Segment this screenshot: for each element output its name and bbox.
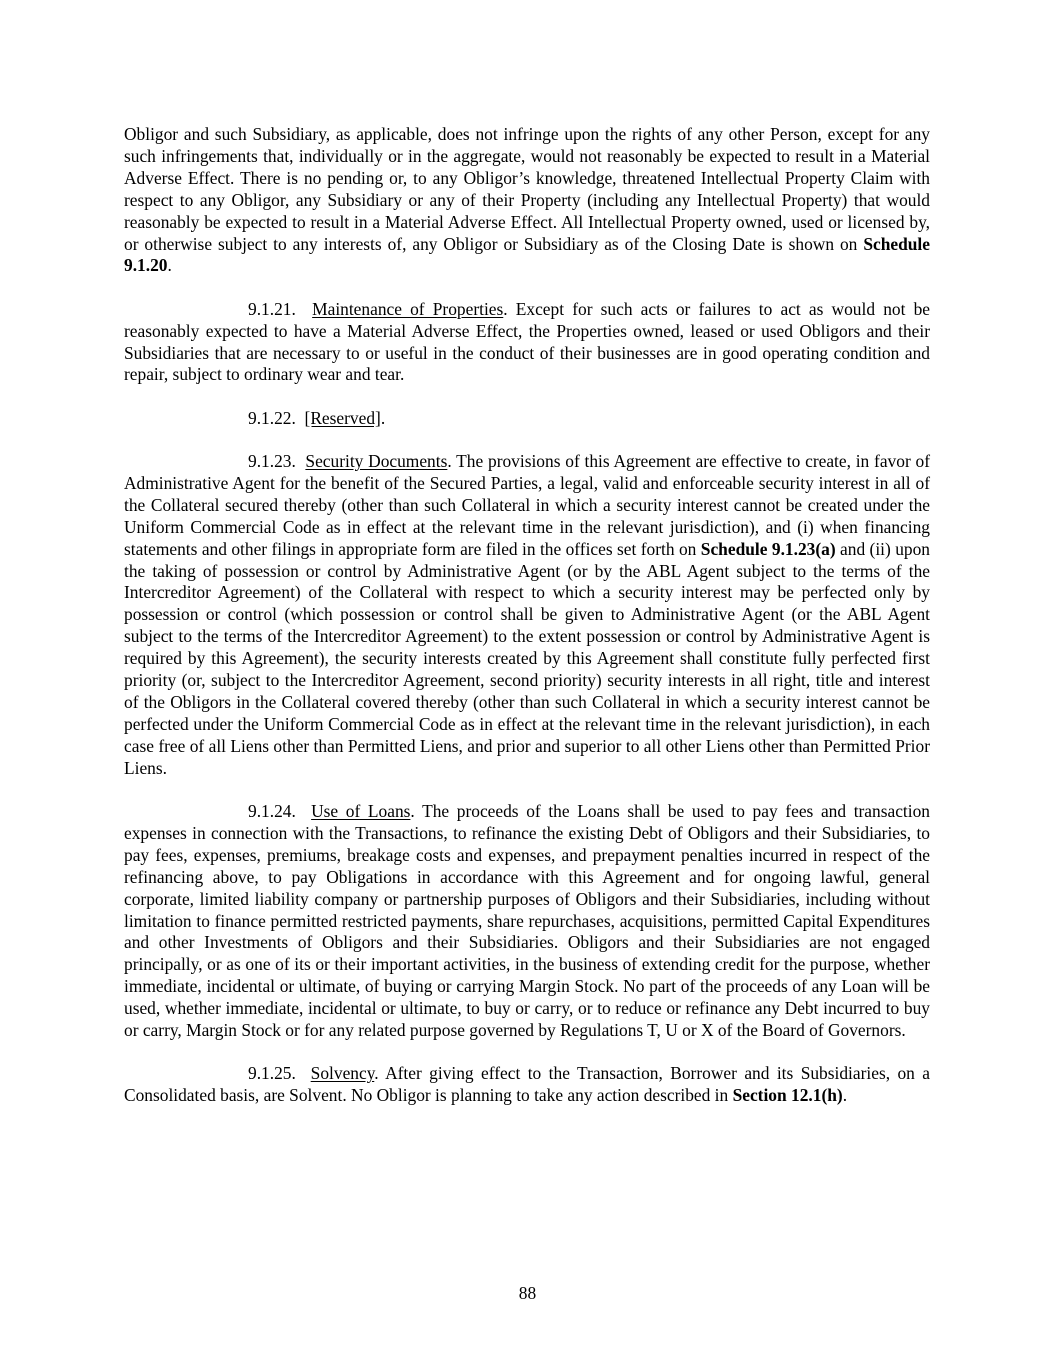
section-number: 9.1.23. [248, 451, 296, 472]
section-end: . [380, 407, 386, 428]
section-end: . [842, 1085, 848, 1106]
section-number: 9.1.21. [248, 298, 296, 319]
section-number: 9.1.25. [248, 1063, 296, 1084]
section-9-1-21 [124, 299, 930, 387]
section-heading: [Reserved] [304, 407, 381, 428]
section-body: . After giving effect to the Transaction, Borrower and its Subsidiaries, on a Consolidated basis, are Solvent. No Obligor is planning to take any action described in [124, 1063, 930, 1106]
section-number: 9.1.22. [248, 407, 296, 428]
section-reference: Section 12.1(h) [732, 1085, 843, 1106]
section-heading: Security Documents [305, 451, 448, 472]
section-heading: Maintenance of Properties [312, 298, 504, 319]
section-9-1-23 [124, 451, 930, 780]
section-heading: Use of Loans [311, 801, 411, 822]
section-9-1-22 [124, 408, 930, 430]
paragraph-text: Obligor and such Subsidiary, as applicable, does not infringe upon the rights of any other Person, except for any such infringements that, individually or in the aggregate, would not reasonably be expected to result in a Material Adverse Effect. There is no pending or, to any Obligor’s knowledge, threatened Intellectual Property Claim with respect to any Obligor, any Subsidiary or any of their Property (including any Intellectual Property) that would reasonably be expected to result in a Material Adverse Effect. All Intellectual Property owned, used or licensed by, or otherwise subject to any interests of, any Obligor or Subsidiary as of the Closing Date is shown on [124, 124, 930, 254]
section-body: . The provisions of this Agreement are effective to create, in favor of Administrative Agent for the benefit of the Secured Parties, a legal, valid and enforceable security interest in all of the Collateral secured thereby (other than such Collateral in which a security interest cannot be created under the Uniform Commercial Code as in effect at the relevant time in the relevant jurisdiction), and (i) when financing statements and other filings in appropriate form are filed in the offices set forth on [124, 451, 930, 559]
document-page [124, 124, 930, 1107]
section-body-continued: and (ii) upon the taking of possession or control by Administrative Agent (or by the ABL Agent subject to the terms of the Intercreditor Agreement) of the Collateral with respect to which a security interest may be perfected only by possession or control (which possession or control shall be given to Administrative Agent (or the ABL Agent subject to the terms of the Intercreditor Agreement) to the extent possession or control by Administrative Agent is required by this Agreement), the security interests created by this Agreement shall constitute fully perfected first priority (or, subject to the Intercreditor Agreement, second priority) security interests in all right, title and interest of the Obligors in the Collateral covered thereby (other than such Collateral in which a security interest cannot be perfected under the Uniform Commercial Code as in effect at the relevant time in the relevant jurisdiction), in each case free of all Liens other than Permitted Liens, and prior and superior to all other Liens other than Permitted Prior Liens. [124, 538, 930, 778]
section-body: . The proceeds of the Loans shall be used to pay fees and transaction expenses in connection with the Transactions, to refinance the existing Debt of Obligors and their Subsidiaries, to pay fees, expenses, premiums, breakage costs and expenses, and prepayment penalties incurred in respect of the refinancing above, to pay Obligations in accordance with this Agreement and for ongoing lawful, general corporate, limited liability company or partnership purposes of Obligors and their Subsidiaries, including without limitation to finance permitted restricted payments, share repurchases, acquisitions, permitted Capital Expenditures and other Investments of Obligors and their Subsidiaries. Obligors and their Subsidiaries are not engaged principally, or as one of its or their important activities, in the business of extending credit for the purpose, whether immediate, incidental or ultimate, of buying or carrying Margin Stock. No part of the proceeds of any Loan will be used, whether immediate, incidental or ultimate, to buy or carry, or to reduce or refinance any Debt incurred to buy or carry, Margin Stock or for any related purpose governed by Regulations T, U or X of the Board of Governors. [124, 801, 930, 1041]
section-heading: Solvency [310, 1063, 375, 1084]
section-9-1-25 [124, 1063, 930, 1107]
section-number: 9.1.24. [248, 801, 296, 822]
section-body: . Except for such acts or failures to act as would not be reasonably expected to have a Material Adverse Effect, the Properties owned, leased or used Obligors and their Subsidiaries that are necessary to or useful in the conduct of their businesses are in good operating condition and repair, subject to ordinary wear and tear. [124, 298, 930, 385]
page-number: 88 [518, 1283, 537, 1303]
schedule-reference: Schedule 9.1.20 [124, 233, 930, 276]
paragraph-end: . [167, 255, 172, 276]
paragraph-continuation [124, 124, 930, 277]
schedule-reference: Schedule 9.1.23(a) [700, 538, 836, 559]
section-9-1-24 [124, 801, 930, 1042]
